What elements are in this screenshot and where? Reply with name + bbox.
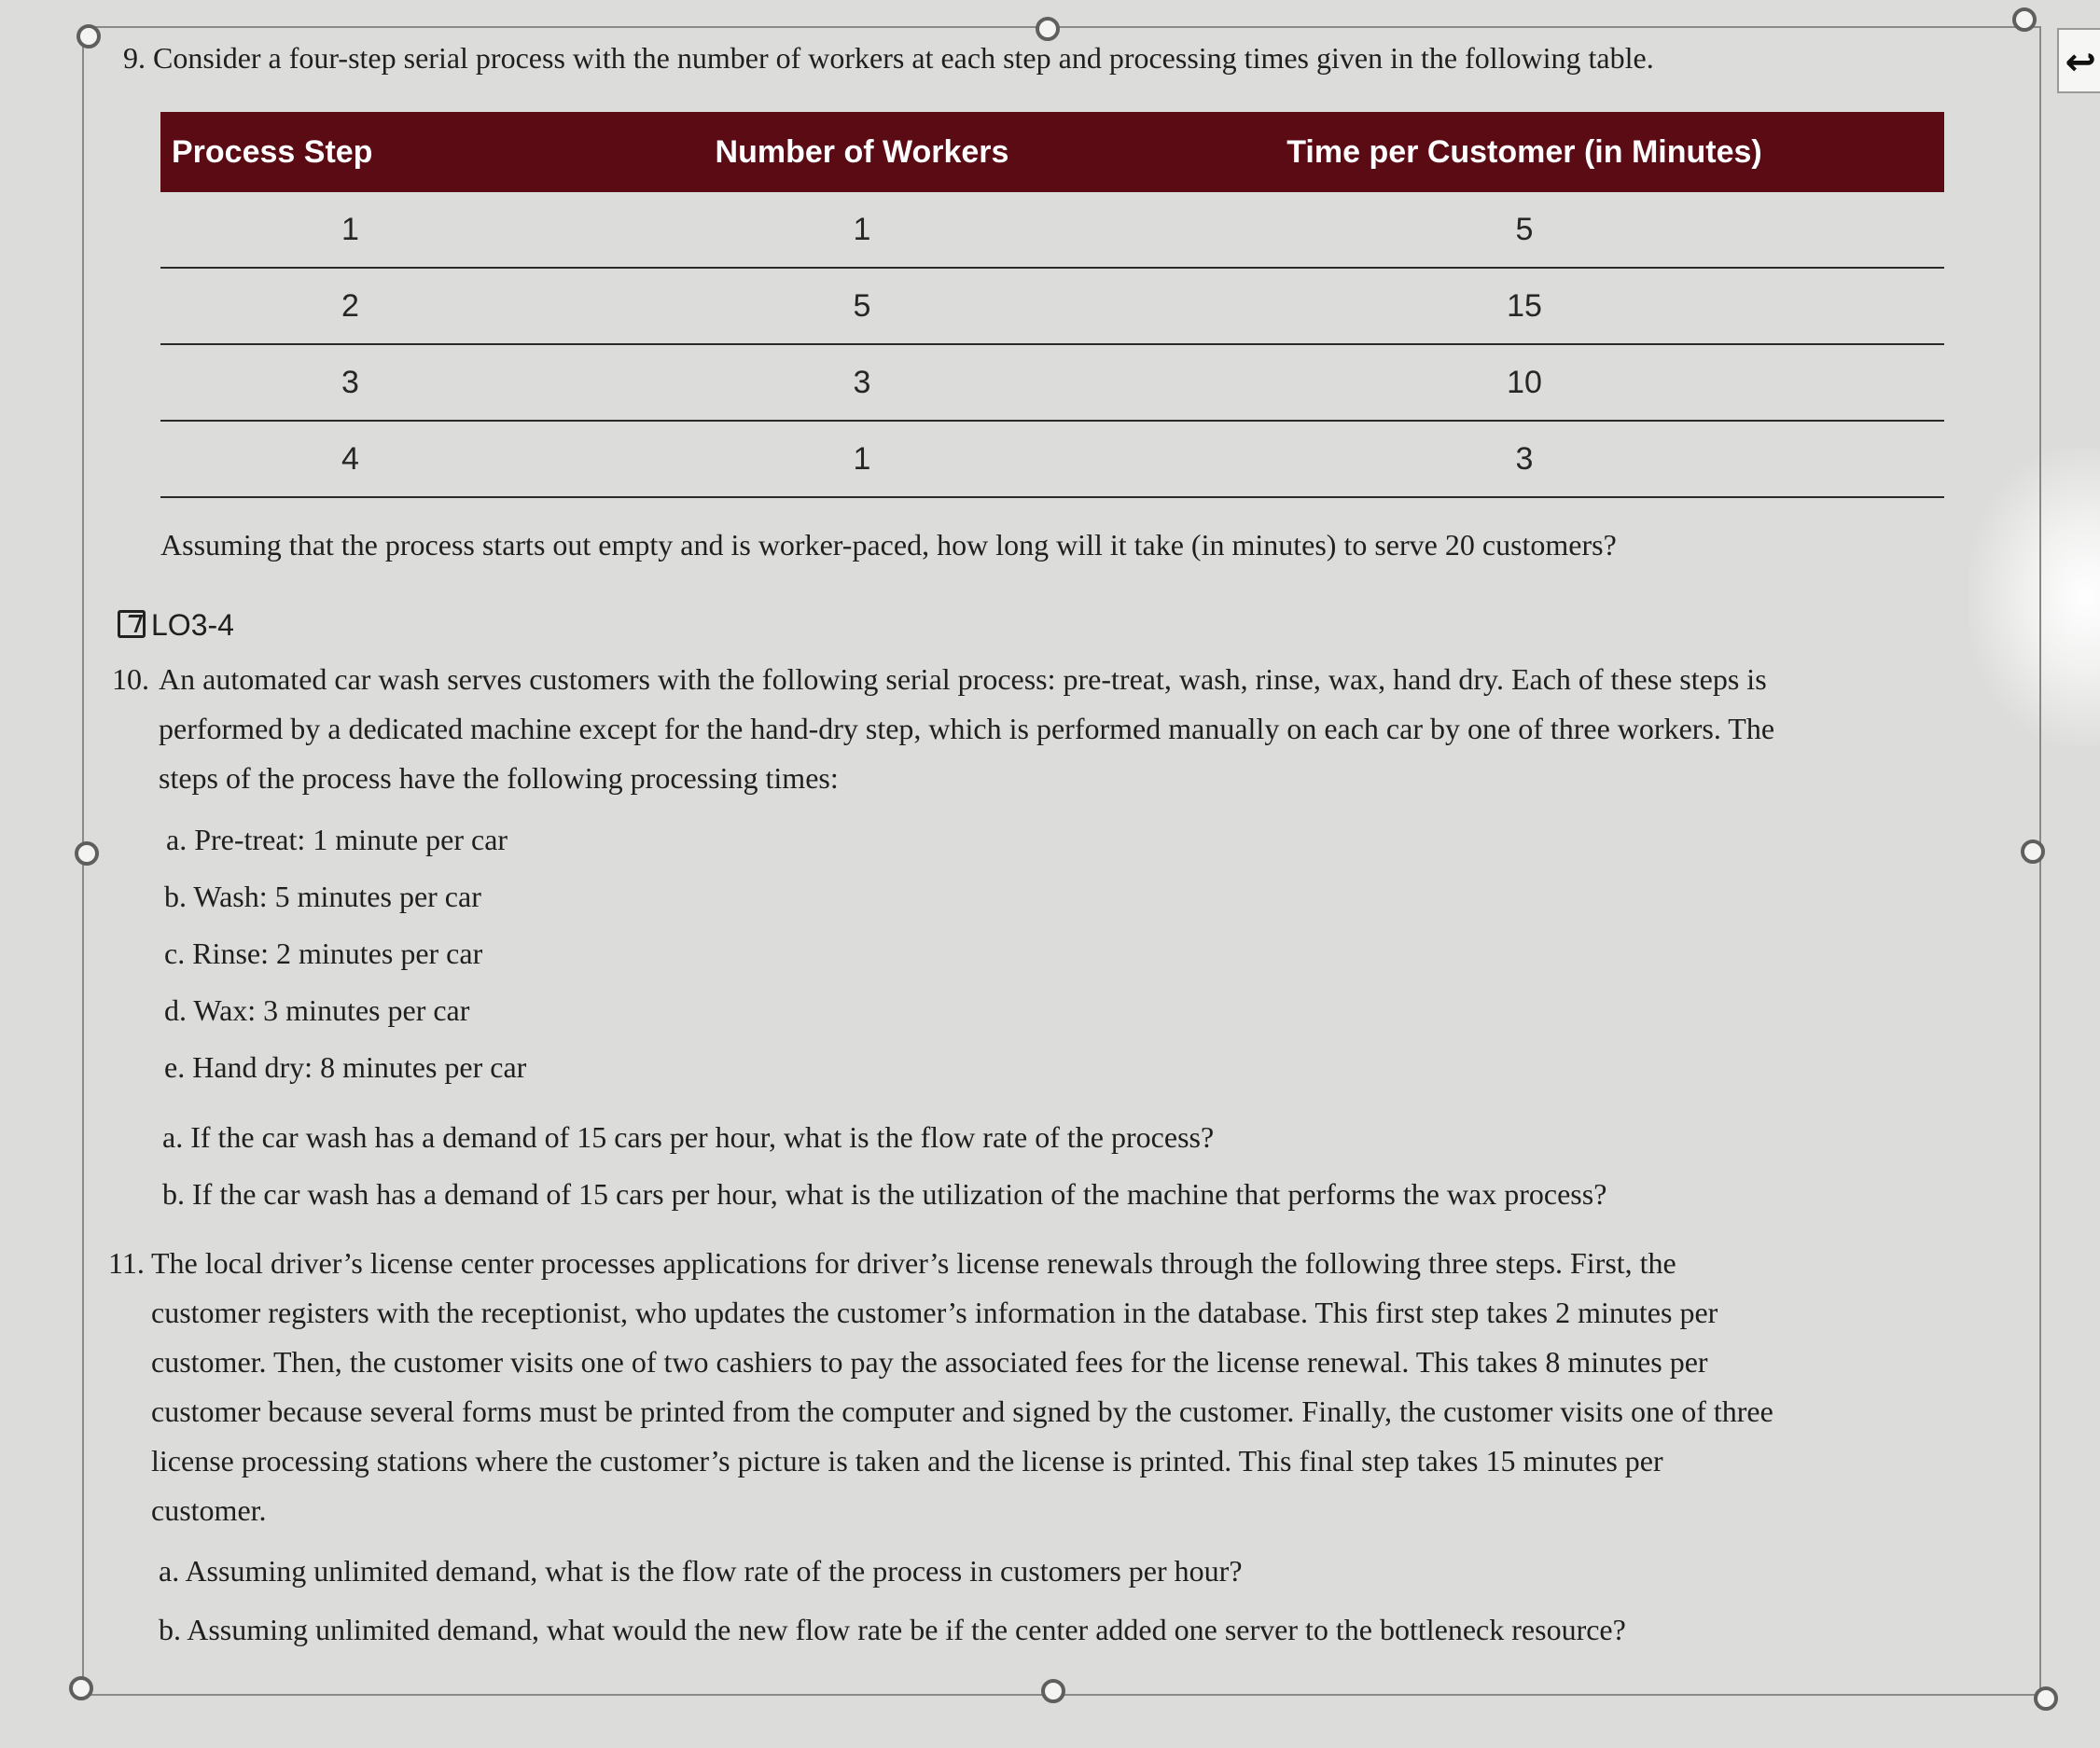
resize-handle-top-right[interactable] (2012, 7, 2037, 32)
process-table (160, 112, 1944, 498)
table-header-row (160, 112, 1944, 192)
q10-step: a. Pre-treat: 1 minute per car (166, 823, 508, 856)
q10-line: An automated car wash serves customers with the following serial process: pre-treat, wash, rinse, wax, hand dry. Each of these steps is (159, 662, 1767, 696)
table-row (160, 192, 1944, 268)
q11-line: The local driver’s license center processes applications for driver’s license renewals through the following three steps. First, the (151, 1246, 1676, 1280)
cell-time: 15 (1105, 268, 1944, 344)
resize-handle-bottom-right[interactable] (2034, 1686, 2058, 1711)
resize-handle-middle-left[interactable] (75, 841, 99, 866)
resize-handle-bottom-center[interactable] (1041, 1679, 1065, 1703)
q11-paragraph (108, 1239, 1974, 1547)
q11-line: customer registers with the receptionist, who updates the customer’s information in the database. This first step takes 2 minutes per (151, 1296, 1718, 1329)
resize-handle-top-left[interactable] (76, 24, 101, 49)
q10-question: a. If the car wash has a demand of 15 cars per hour, what is the flow rate of the process? (162, 1120, 1215, 1154)
cell-time: 10 (1105, 344, 1944, 421)
header-number-of-workers: Number of Workers (619, 112, 1105, 192)
table-row (160, 421, 1944, 497)
cell-step: 1 (160, 192, 619, 268)
q10-step: d. Wax: 3 minutes per car (164, 993, 470, 1027)
q11-line: customer because several forms must be printed from the computer and signed by the customer. Finally, the customer visits one of three (151, 1394, 1773, 1428)
cell-step: 4 (160, 421, 619, 497)
q9-question: Assuming that the process starts out empty and is worker-paced, how long will it take (in minutes) to serve 20 customers? (160, 528, 1617, 562)
resize-handle-middle-right[interactable] (2021, 839, 2045, 864)
q10-step: b. Wash: 5 minutes per car (164, 880, 481, 913)
table-row (160, 268, 1944, 344)
arrow-icon: ↩ (2065, 41, 2096, 84)
q11-question: b. Assuming unlimited demand, what would the new flow rate be if the center added one server to the bottleneck resource? (159, 1613, 1626, 1646)
q11-line: customer. (151, 1493, 267, 1527)
q10-line: performed by a dedicated machine except for the hand-dry step, which is performed manually on each car by one of three workers. The (159, 712, 1775, 745)
q10-step: c. Rinse: 2 minutes per car (164, 936, 483, 970)
header-time-per-customer: Time per Customer (in Minutes) (1105, 112, 1944, 192)
q11-line: license processing stations where the customer’s picture is taken and the license is printed. This final step takes 15 minutes per (151, 1444, 1663, 1477)
learning-objective-label: LO3-4 (151, 608, 234, 642)
learning-objective-icon (118, 610, 146, 638)
q10-paragraph (112, 655, 1978, 804)
q9-intro: 9. Consider a four-step serial process with the number of workers at each step and processing times given in the following table. (123, 41, 1654, 75)
cell-workers: 1 (619, 421, 1105, 497)
cell-workers: 1 (619, 192, 1105, 268)
cell-workers: 3 (619, 344, 1105, 421)
q11-question: a. Assuming unlimited demand, what is the flow rate of the process in customers per hour? (159, 1554, 1243, 1588)
cell-time: 3 (1105, 421, 1944, 497)
cell-step: 3 (160, 344, 619, 421)
q10-line: steps of the process have the following processing times: (159, 761, 839, 795)
rotate-handle-top-center[interactable] (1036, 17, 1060, 41)
cell-step: 2 (160, 268, 619, 344)
learning-objective-tag (118, 606, 234, 644)
q10-question: b. If the car wash has a demand of 15 cars per hour, what is the utilization of the machine that performs the wax process? (162, 1177, 1607, 1211)
table-row (160, 344, 1944, 421)
q10-number: 10. (112, 662, 149, 696)
q11-line: customer. Then, the customer visits one of two cashiers to pay the associated fees for the license renewal. This takes 8 minutes per (151, 1345, 1708, 1379)
q10-step: e. Hand dry: 8 minutes per car (164, 1050, 527, 1084)
side-toolbar-button[interactable] (2057, 28, 2100, 93)
resize-handle-bottom-left[interactable] (69, 1676, 93, 1700)
cell-time: 5 (1105, 192, 1944, 268)
q11-number: 11. (108, 1246, 145, 1280)
header-process-step: Process Step (160, 112, 619, 192)
cell-workers: 5 (619, 268, 1105, 344)
